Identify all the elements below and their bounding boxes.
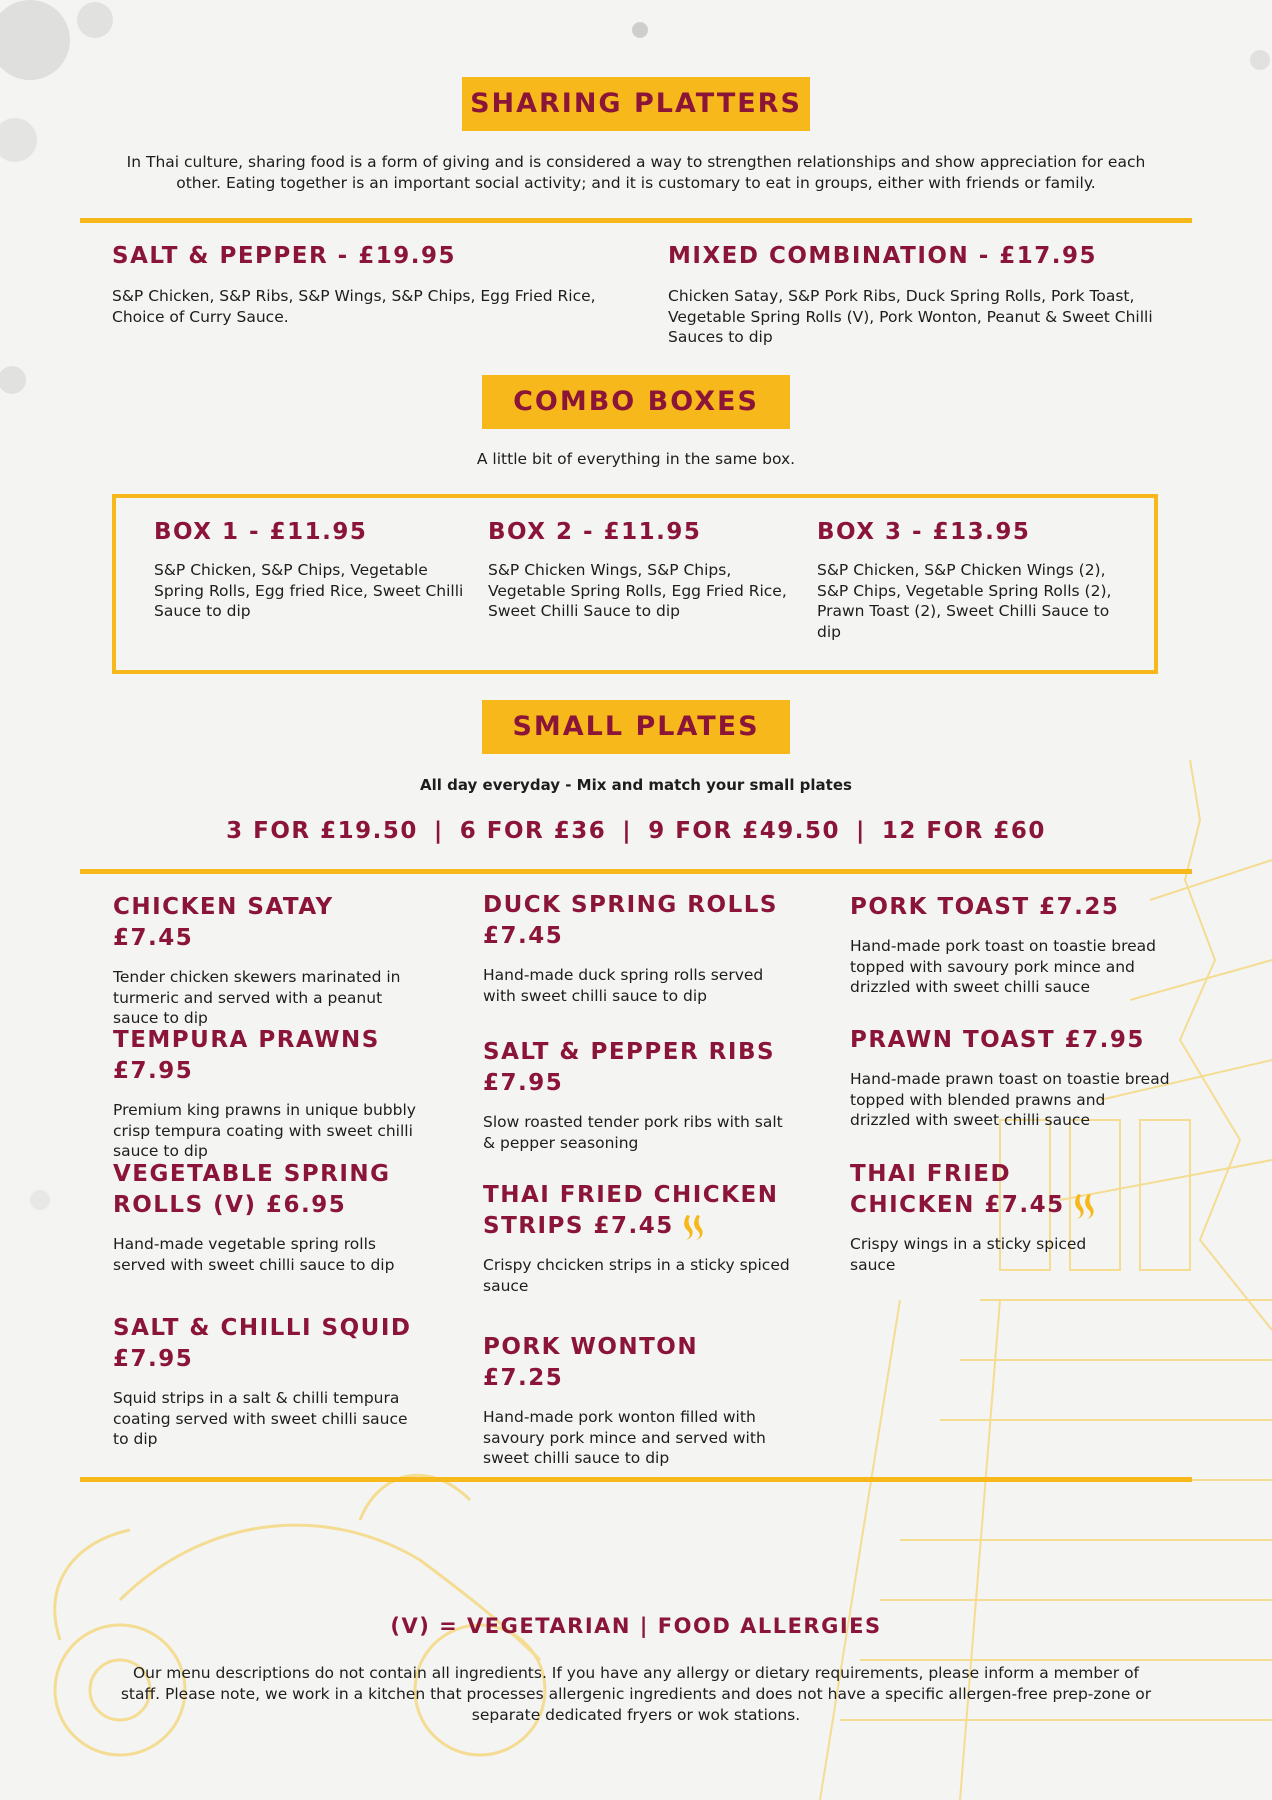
small-plate-prawn-toast [850,1025,1170,1131]
item-description: Crispy chcicken strips in a sticky spiced sauce [483,1256,790,1295]
sharing-platters-heading: SHARING PLATTERS [462,77,810,131]
divider [80,218,1192,223]
item-description: Hand-made vegetable spring rolls served with sweet chilli sauce to dip [113,1235,395,1274]
price-tier-12: 12 FOR £60 [881,818,1046,844]
divider [80,1477,1192,1482]
item-title: BOX 3 - £13.95 [817,519,1031,545]
combo-intro: A little bit of everything in the same box. [476,450,796,468]
item-title: BOX 2 - £11.95 [488,519,702,545]
small-plate-salt-chilli-squid [113,1313,413,1450]
item-title: BOX 1 - £11.95 [154,519,368,545]
price-separator: | [433,818,444,844]
item-title: SALT & PEPPER - £19.95 [112,243,456,269]
item-description: Hand-made pork toast on toastie bread topped with savoury pork mince and drizzled with sweet chilli sauce [850,937,1157,996]
price-tier-6: 6 FOR £36 [459,818,607,844]
small-plate-thai-fried-chicken [850,1159,1120,1275]
allergy-text: Our menu descriptions do not contain all ingredients. If you have any allergy or dietary requirements, please inform a member of staff. Please note, we work in a kitchen that processes allergenic ingredients and does not have a specific allergen-free prep-zone or separate dedicated fryers or wok stations. [120,1664,1152,1724]
item-title: MIXED COMBINATION - £17.95 [668,243,1098,269]
item-title: CHICKEN SATAY £7.45 [113,894,334,951]
item-title-text: THAI FRIED CHICKEN STRIPS £7.45 [483,1182,779,1239]
chili-icon [680,1213,706,1241]
price-separator: | [622,818,633,844]
price-separator: | [855,818,866,844]
item-description: Premium king prawns in unique bubbly crisp tempura coating with sweet chilli sauce to dip [113,1101,416,1160]
item-description: Chicken Satay, S&P Pork Ribs, Duck Spring Rolls, Pork Toast, Vegetable Spring Rolls (V), Pork Wonton, Peanut & Sweet Chilli Sauces to dip [668,287,1153,346]
platter-mixed-combination [668,241,1168,348]
small-plates-intro: All day everyday - Mix and match your small plates [420,776,852,794]
item-title: PORK TOAST £7.25 [850,894,1120,920]
item-description: Hand-made pork wonton filled with savoury pork mince and served with sweet chilli sauce to dip [483,1408,766,1467]
price-tier-3: 3 FOR £19.50 [226,818,418,844]
item-title: SALT & PEPPER RIBS £7.95 [483,1039,776,1096]
item-description: S&P Chicken, S&P Chips, Vegetable Spring Rolls, Egg fried Rice, Sweet Chilli Sauce to dip [154,561,464,620]
item-description: Hand-made duck spring rolls served with sweet chilli sauce to dip [483,966,764,1005]
price-tier-9: 9 FOR £49.50 [648,818,840,844]
allergy-heading: (V) = VEGETARIAN | FOOD ALLERGIES [390,1614,882,1638]
combo-box-3 [817,517,1135,642]
small-plate-chicken-satay [113,892,413,1029]
small-plate-vegetable-spring-rolls [113,1159,413,1275]
item-description: S&P Chicken Wings, S&P Chips, Vegetable Spring Rolls, Egg Fried Rice, Sweet Chilli Sauce to dip [488,561,787,620]
small-plate-duck-spring-rolls [483,890,783,1006]
item-description: Slow roasted tender pork ribs with salt & pepper seasoning [483,1113,783,1152]
small-plates-heading: SMALL PLATES [482,700,790,754]
divider [80,869,1192,874]
item-description: Tender chicken skewers marinated in turmeric and served with a peanut sauce to dip [113,968,401,1027]
item-title: VEGETABLE SPRING ROLLS (V) £6.95 [113,1161,391,1218]
small-plate-tempura-prawns [113,1025,423,1162]
item-title: DUCK SPRING ROLLS £7.45 [483,892,778,949]
item-description: Squid strips in a salt & chilli tempura coating served with sweet chilli sauce to dip [113,1389,408,1448]
small-plate-pork-toast [850,892,1170,998]
item-title: PRAWN TOAST £7.95 [850,1027,1145,1053]
combo-box-1 [154,517,472,622]
item-description: S&P Chicken, S&P Ribs, S&P Wings, S&P Chips, Egg Fried Rice, Choice of Curry Sauce. [112,287,596,326]
small-plates-pricing [0,818,1272,844]
sharing-intro: In Thai culture, sharing food is a form of giving and is considered a way to strengthen relationships and show appreciation for each other. Eating together is an important social activity; and it is customary to eat in groups, either with friends or family. [126,153,1146,192]
combo-box-2 [488,517,798,622]
item-description: S&P Chicken, S&P Chicken Wings (2), S&P Chips, Vegetable Spring Rolls (2), Prawn Toast (2), Sweet Chilli Sauce to dip [817,561,1112,641]
chili-icon [1071,1192,1097,1220]
small-plate-pork-wonton [483,1332,783,1469]
item-description: Hand-made prawn toast on toastie bread topped with blended prawns and drizzled with sweet chilli sauce [850,1070,1170,1129]
combo-boxes-heading: COMBO BOXES [482,375,790,429]
item-title: SALT & CHILLI SQUID £7.95 [113,1315,412,1372]
item-title: PORK WONTON £7.25 [483,1334,699,1391]
item-title: TEMPURA PRAWNS £7.95 [113,1027,380,1084]
platter-salt-pepper [112,241,612,327]
item-title [850,1159,1120,1221]
small-plate-thai-fried-chicken-strips [483,1180,793,1296]
small-plate-salt-pepper-ribs [483,1037,783,1153]
item-title [483,1180,793,1242]
item-title-text: THAI FRIED CHICKEN £7.45 [850,1161,1065,1218]
item-description: Crispy wings in a sticky spiced sauce [850,1235,1087,1274]
